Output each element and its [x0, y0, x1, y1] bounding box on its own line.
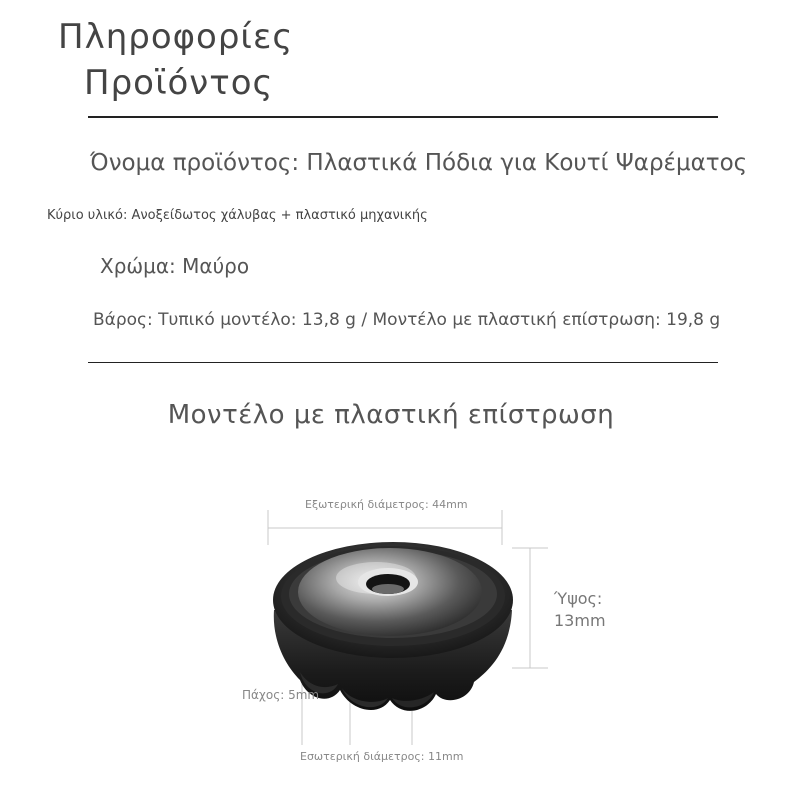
spec-color: Χρώμα: Μαύρο	[100, 254, 250, 278]
inner-diameter-label: Εσωτερική διάμετρος: 11mm	[300, 750, 464, 763]
outer-diameter-label: Εξωτερική διάμετρος: 44mm	[305, 498, 468, 511]
spec-weight: Βάρος: Τυπικό μοντέλο: 13,8 g / Μοντέλο με πλαστική επίστρωση: 19,8 g	[93, 310, 721, 330]
spec-material: Κύριο υλικό: Ανοξείδωτος χάλυβας + πλαστικό μηχανικής	[47, 208, 428, 223]
height-label: Ύψος: 13mm	[554, 589, 606, 630]
steel-dome	[298, 548, 482, 636]
section-title: Μοντέλο με πλαστική επίστρωση	[167, 400, 615, 430]
title-line-2: Προϊόντος	[84, 63, 274, 103]
thickness-label: Πάχος: 5mm	[242, 688, 320, 702]
height-line	[512, 548, 548, 668]
title-line-1: Πληροφορίες	[58, 17, 294, 57]
spec-product-name: Όνομα προϊόντος: Πλαστικά Πόδια για Κουτί Ψαρέματος	[90, 150, 748, 176]
outer-diameter-line	[268, 510, 502, 545]
